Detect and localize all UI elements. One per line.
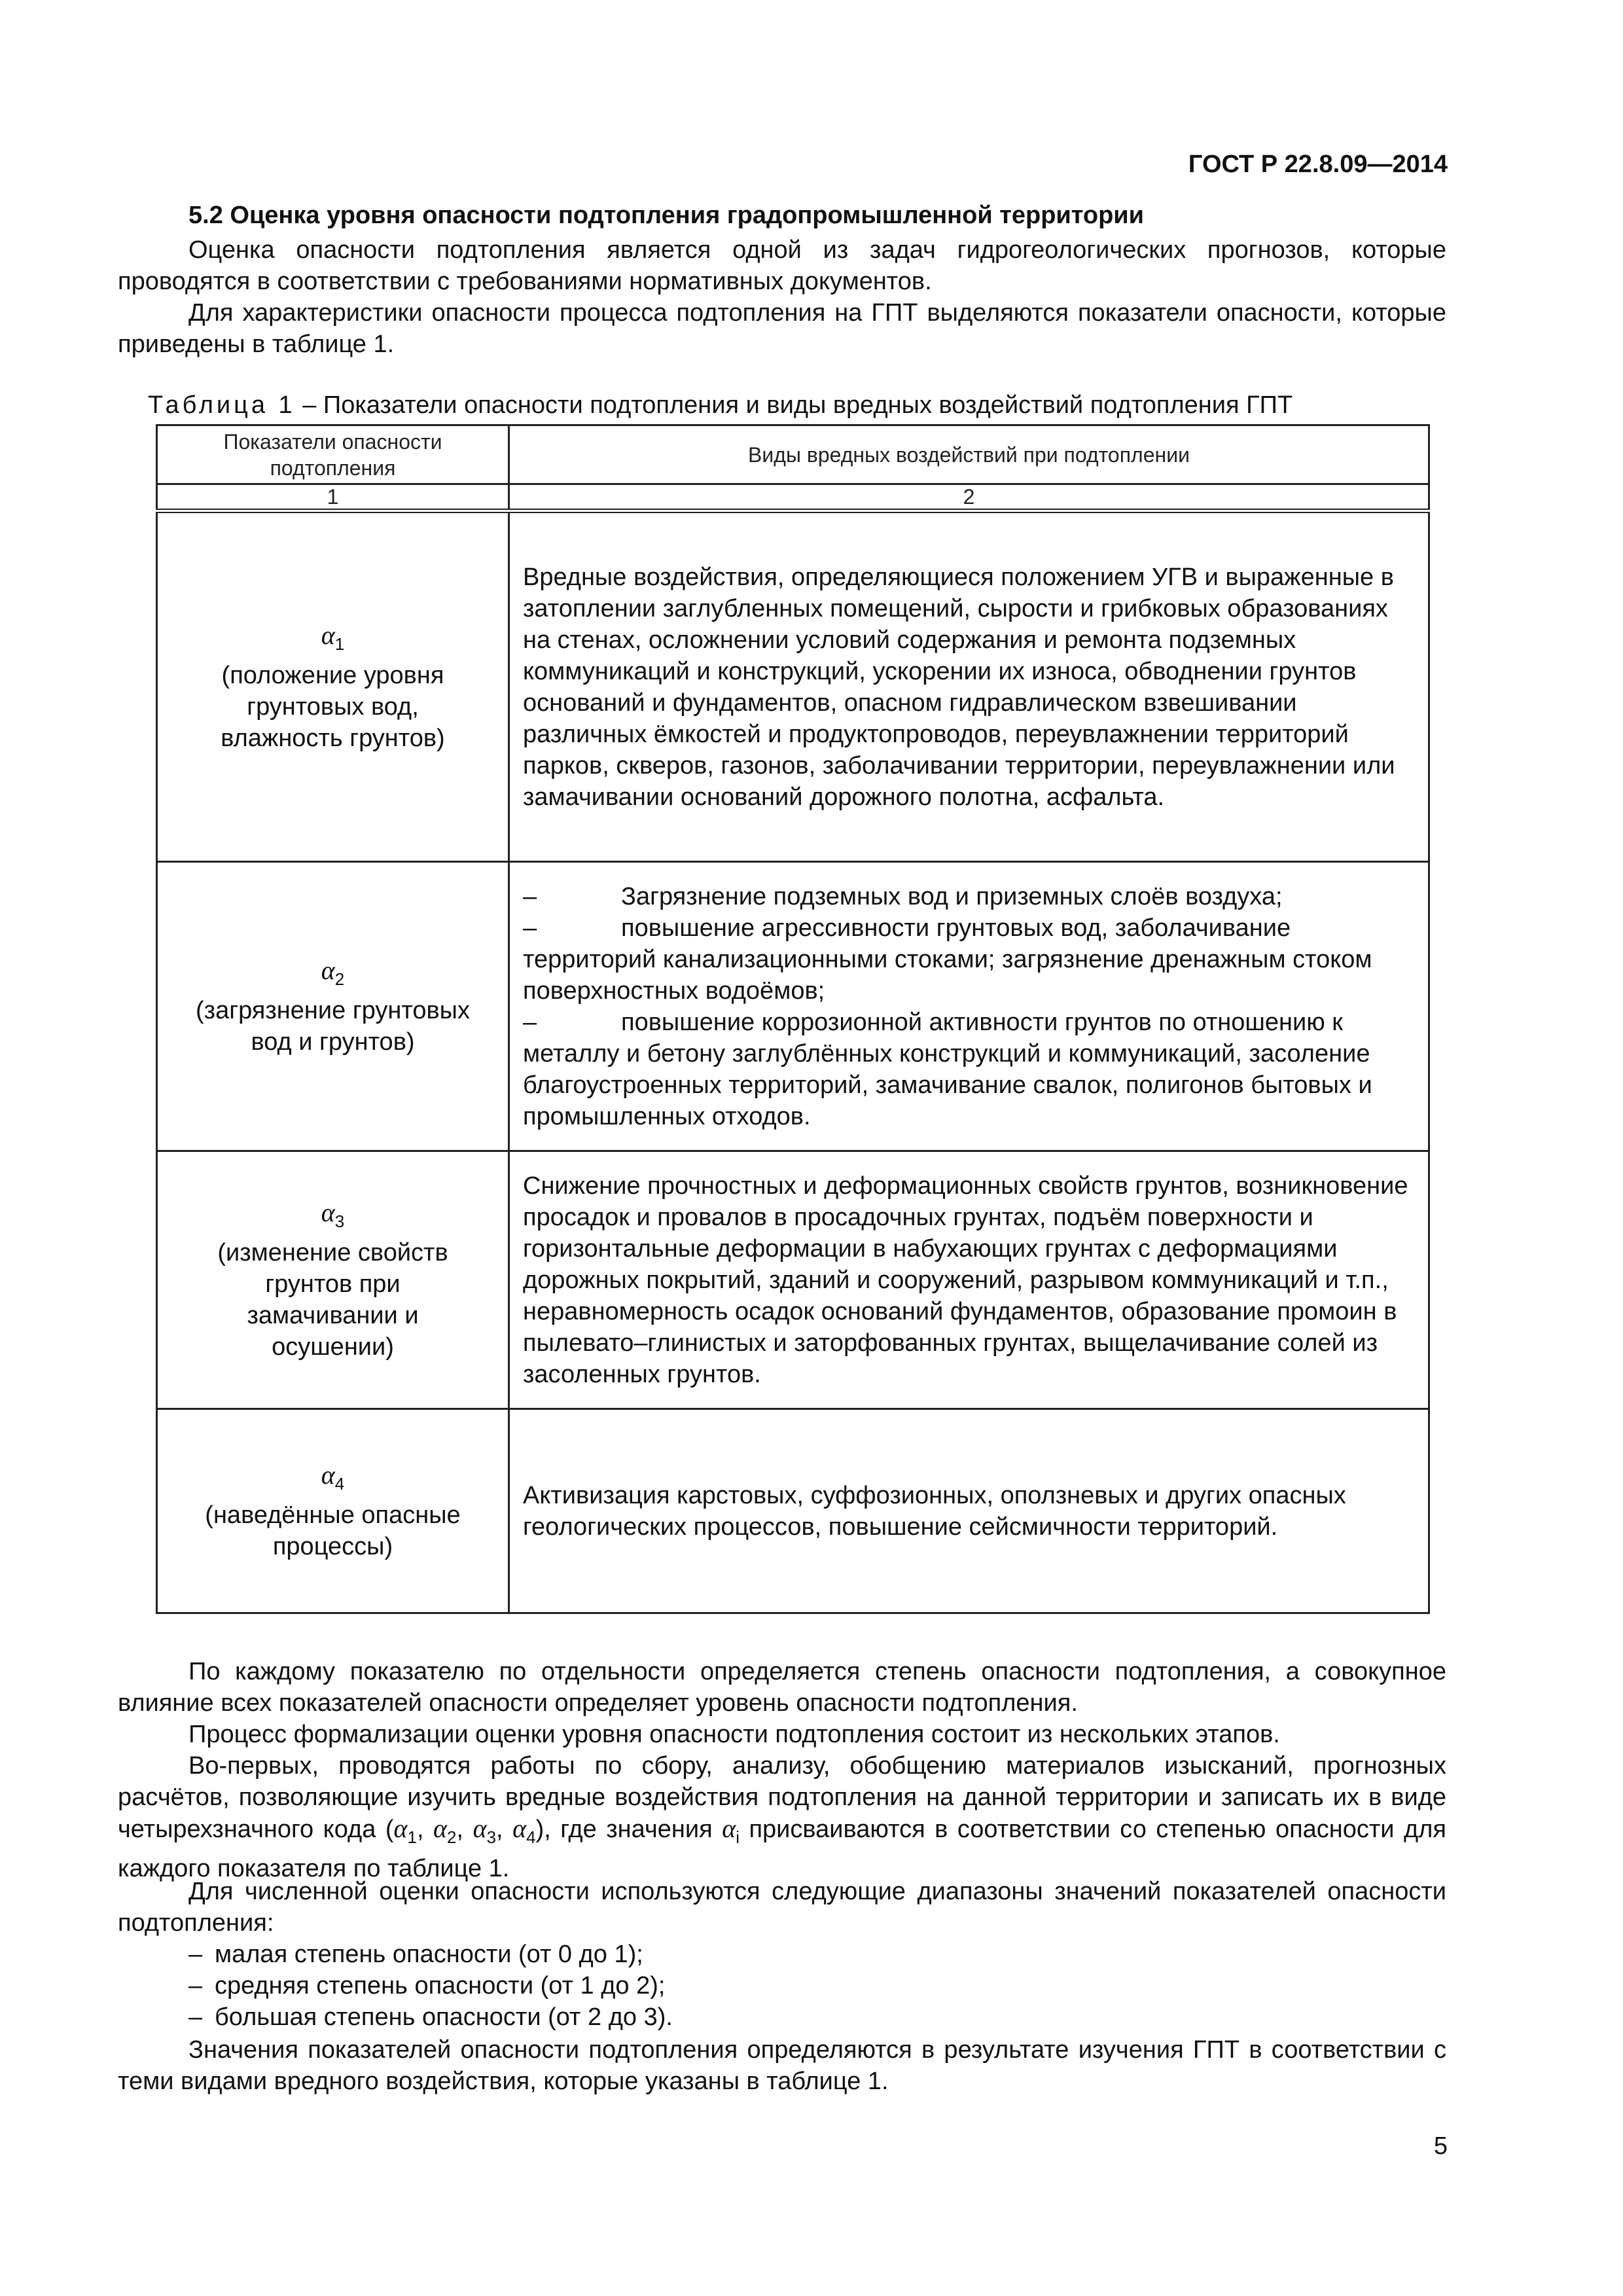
impact-cell — [509, 1409, 1429, 1613]
impact-list-item: – повышение коррозионной активности грунтов по отношению к металлу и бетону заглублённых конструкций и коммуникаций, засоление благоустроенных территорий, замачивание свалок, полигонов бытовых и промышленных отходов. — [523, 1008, 1372, 1130]
page-number: 5 — [1433, 2132, 1448, 2160]
indicator-name: (наведённые опасные процессы) — [205, 1501, 461, 1560]
indicator-cell — [157, 511, 509, 862]
table-caption-text: – Показатели опасности подтопления и виды вредных воздействий подтопления ГПТ — [295, 391, 1293, 419]
code-alpha-2: $\alpha_2$ — [433, 1814, 457, 1847]
table-caption — [148, 391, 1293, 420]
indicator-cell — [157, 1409, 509, 1613]
col2-header: Виды вредных воздействий при подтоплении — [509, 425, 1429, 484]
list-item: – малая степень опасности (от 0 до 1); — [188, 1941, 643, 1968]
code-alpha-1: $\alpha_1$ — [393, 1814, 417, 1847]
table-row — [157, 511, 1429, 862]
intro-paragraph-2: Для характеристики опасности процесса подтопления на ГПТ выделяются показатели опасности, которые приведены в таблице 1. — [118, 299, 1446, 358]
impact-text: Активизация карстовых, суффозионных, оползневых и других опасных геологических процессов, повышение сейсмичности территорий. — [523, 1481, 1346, 1541]
impact-text: Вредные воздействия, определяющиеся положением УГВ и выраженные в затоплении заглубленных помещений, сырости и грибковых образованиях на стенах, осложнении условий содержания и ремонта подземных коммуникаций и конструкций, ускорении их износа, обводнении грунтов оснований и фундаментов, опасном гидравлическом взвешивании различных ёмкостей и продуктопроводов, переувлажнении территорий парков, скверов, газонов, заболачивании территории, переувлажнении или замачивании оснований дорожного полотна, асфальта. — [523, 563, 1395, 811]
indicator-name: (положение уровня грунтовых вод, влажность грунтов) — [221, 662, 445, 752]
alpha-symbol: $\alpha_2$ — [321, 956, 345, 989]
indicator-cell — [157, 1151, 509, 1409]
code-alpha-4: $\alpha_4$ — [512, 1814, 536, 1847]
table-row — [157, 1151, 1429, 1409]
alpha-symbol: $\alpha_3$ — [321, 1198, 345, 1231]
table-header-row — [157, 425, 1429, 484]
col2-number: 2 — [509, 484, 1429, 511]
table-caption-label: Таблица 1 — [148, 391, 296, 419]
alpha-symbol: $\alpha_1$ — [321, 620, 345, 654]
code-alpha-i: $\alpha_i$ — [722, 1814, 740, 1847]
table-row — [157, 862, 1429, 1151]
document-code: ГОСТ Р 22.8.09—2014 — [1188, 151, 1448, 178]
table-row — [157, 1409, 1429, 1613]
intro-paragraph-1: Оценка опасности подтопления является одной из задач гидрогеологических прогнозов, которые проводятся в соответствии с требованиями нормативных документов. — [118, 236, 1446, 295]
indicator-cell — [157, 862, 509, 1151]
impact-list-item: – Загрязнение подземных вод и приземных слоёв воздуха; — [523, 882, 1283, 910]
alpha-symbol: $\alpha_4$ — [321, 1460, 345, 1494]
impact-list-item: – повышение агрессивности грунтовых вод, заболачивание территорий канализационными стоками; загрязнение дренажным стоком поверхностных водоёмов; — [523, 914, 1372, 1005]
code-alpha-3: $\alpha_3$ — [473, 1814, 497, 1847]
after-paragraph-5: Значения показателей опасности подтопления определяются в результате изучения ГПТ в соответствии с теми видами вредного воздействия, которые указаны в таблице 1. — [118, 2036, 1446, 2095]
list-item: – большая степень опасности (от 2 до 3). — [188, 2003, 673, 2031]
hazard-indicators-table — [156, 424, 1430, 1614]
indicator-name: (изменение свойств грунтов при замачивании и осушении) — [217, 1239, 448, 1361]
impact-cell — [509, 1151, 1429, 1409]
list-item: – средняя степень опасности (от 1 до 2); — [188, 1972, 666, 2000]
section-title: 5.2 Оценка уровня опасности подтопления градопромышленной территории — [188, 202, 1145, 229]
after-paragraph-1: По каждому показателю по отдельности определяется степень опасности подтопления, а совокупное влияние всех показателей опасности определяет уровень опасности подтопления. — [118, 1658, 1446, 1717]
indicator-name: (загрязнение грунтовых вод и грунтов) — [196, 997, 470, 1056]
col1-number: 1 — [157, 484, 509, 511]
impact-cell — [509, 862, 1429, 1151]
table-number-row — [157, 484, 1429, 511]
after-paragraph-2: Процесс формализации оценки уровня опасности подтопления состоит из нескольких этапов. — [188, 1721, 1280, 1748]
col1-header: Показатели опасности подтопления — [157, 425, 509, 484]
after-paragraph-4: Для численной оценки опасности используются следующие диапазоны значений показателей опасности подтопления: — [118, 1878, 1446, 1937]
after-paragraph-3: Во-первых, проводятся работы по сбору, анализу, обобщению материалов изысканий, прогнозных расчётов, позволяющие изучить вредные воздействия подтопления на данной территории и записать их в виде четырехзначного кода ($\alpha_1$, $\alpha_2$, $\alpha_3$, $\alpha_4$), где значения $\alpha_i$ присваиваются в соответствии со степенью опасности для каждого показателя по таблице 1. — [118, 1752, 1446, 1882]
impact-text: Снижение прочностных и деформационных свойств грунтов, возникновение просадок и провалов в просадочных грунтах, подъём поверхности и горизонтальные деформации в набухающих грунтах с деформациями дорожных покрытий, зданий и сооружений, разрывом коммуникаций и т.п., неравномерность осадок оснований фундаментов, образование промоин в пылевато–глинистых и заторфованных грунтах, выщелачивание солей из засоленных грунтов. — [523, 1172, 1408, 1388]
impact-list — [523, 881, 1420, 1132]
impact-cell — [509, 511, 1429, 862]
